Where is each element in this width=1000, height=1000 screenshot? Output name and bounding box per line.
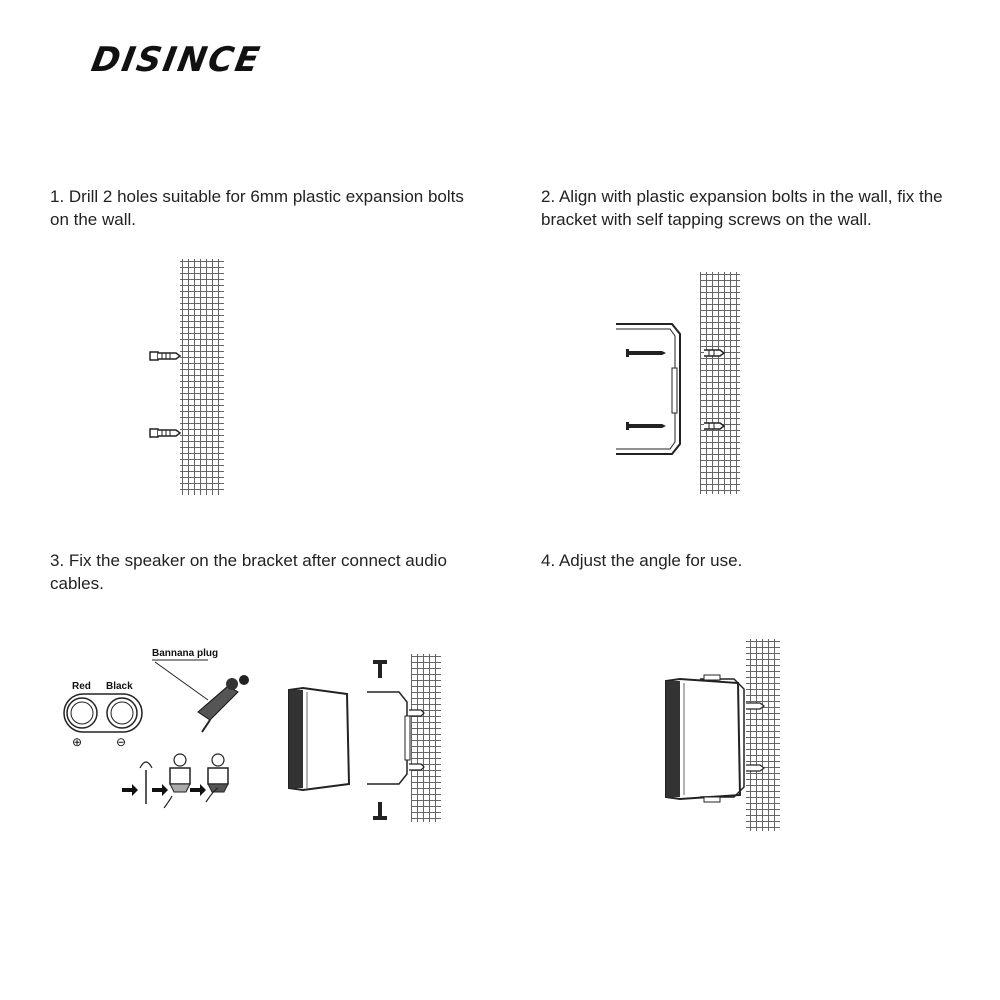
speaker-icon	[289, 688, 349, 790]
step-4-text: 4. Adjust the angle for use.	[541, 551, 743, 570]
step-2-text: 2. Align with plastic expansion bolts in the wall, fix the bracket with self tapping screws on the wall.	[541, 187, 943, 229]
screw-icon	[626, 422, 666, 430]
terminal-icon	[206, 754, 228, 802]
figure-3-cable-connection	[60, 640, 270, 820]
arrow-right-icon	[122, 784, 138, 796]
wall-grid	[746, 639, 780, 831]
screw-icon	[373, 802, 387, 820]
terminal-red-label: Red	[72, 681, 91, 692]
screw-icon	[746, 703, 764, 709]
figure-4-mounted-speaker	[660, 635, 790, 835]
figure-2-bracket-mount	[610, 268, 750, 498]
figure-1-wall-holes	[140, 255, 240, 500]
screw-icon	[746, 765, 764, 771]
arrow-right-icon	[190, 784, 206, 796]
brand-logo: DISINCE	[88, 40, 265, 80]
banana-plug-label: Bannana plug	[152, 648, 219, 659]
arrow-right-icon	[152, 784, 168, 796]
terminal-icon	[164, 754, 190, 808]
bracket-icon	[367, 692, 410, 784]
expansion-bolt-icon	[150, 352, 180, 360]
screw-icon	[626, 349, 666, 357]
plus-symbol: ⊕	[72, 735, 83, 749]
banana-plug-icon	[198, 675, 249, 732]
terminal-icon	[64, 694, 142, 732]
figure-3-speaker-assembly	[285, 650, 445, 830]
expansion-bolt-icon	[704, 350, 724, 356]
expansion-bolt-icon	[409, 764, 424, 770]
step-3-text: 3. Fix the speaker on the bracket after connect audio cables.	[50, 551, 447, 593]
screw-icon	[373, 660, 387, 678]
speaker-icon	[666, 679, 740, 799]
screw-icon	[140, 762, 152, 804]
expansion-bolt-icon	[704, 423, 724, 429]
expansion-bolt-icon	[409, 710, 424, 716]
minus-symbol: ⊖	[116, 735, 127, 749]
wall-grid	[411, 654, 441, 822]
expansion-bolt-icon	[150, 429, 180, 437]
wall-grid	[700, 272, 740, 494]
terminal-black-label: Black	[106, 681, 133, 692]
bracket-icon	[616, 324, 680, 454]
step-1-text: 1. Drill 2 holes suitable for 6mm plastic expansion bolts on the wall.	[50, 187, 464, 229]
wall-grid	[180, 259, 224, 495]
